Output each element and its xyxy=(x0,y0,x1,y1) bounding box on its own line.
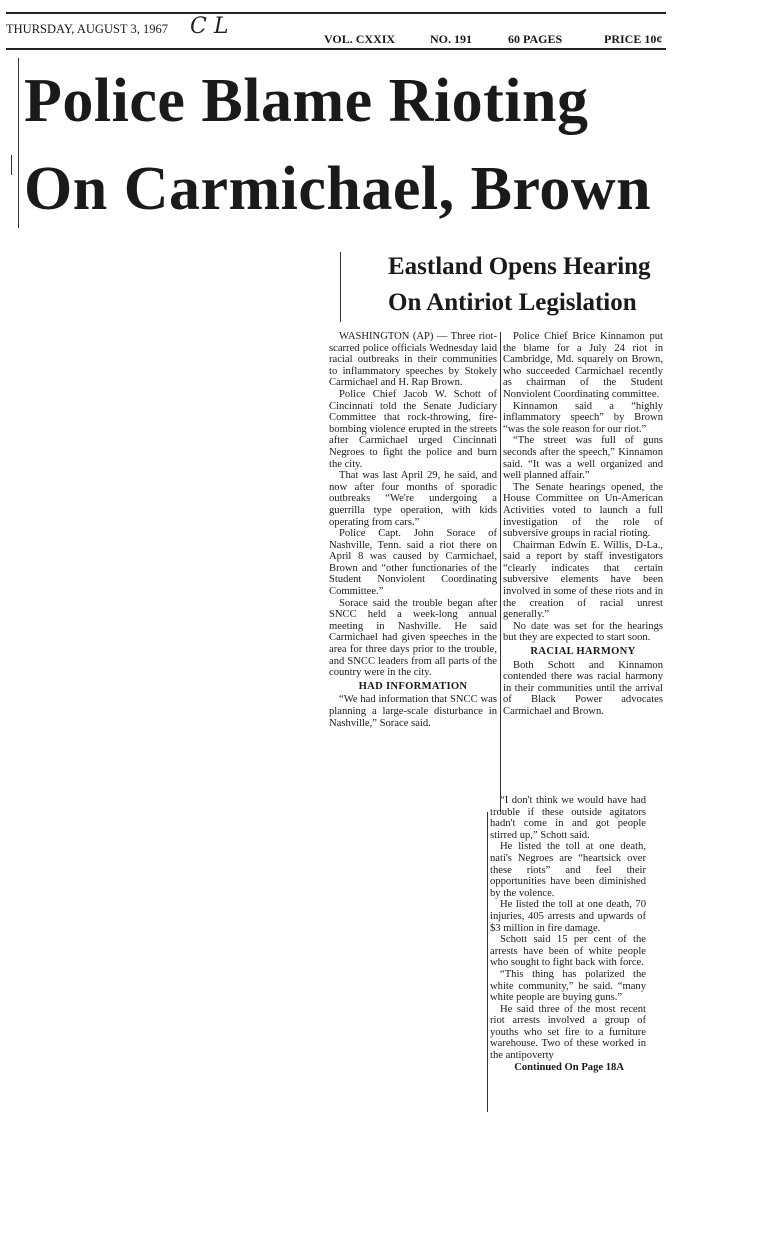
masthead-bottom-rule xyxy=(6,48,666,50)
paragraph: Kinnamon said a “highly inflammatory speech” by Brown “was the sole reason for our riot.” xyxy=(503,400,663,435)
headline-line-1: Police Blame Rioting xyxy=(24,67,589,135)
subhead-line-2: On Antiriot Legislation xyxy=(388,289,637,316)
section-subhead: RACIAL HARMONY xyxy=(530,646,636,658)
paragraph: “The street was full of guns seconds after the speech,” Kinnamon said. “It was a well organized and well planned affair.” xyxy=(503,435,663,482)
headline-line-2: On Carmichael, Brown xyxy=(24,155,652,223)
handwritten-initials: C L xyxy=(190,14,229,39)
article-left-column xyxy=(329,331,497,729)
margin-mark xyxy=(18,58,19,228)
article-continuation-column xyxy=(490,795,646,1073)
paragraph: He listed the toll at one death, 70 injuries, 405 arrests and upwards of $3 million in fire damage. xyxy=(490,899,646,934)
masthead-price: PRICE 10¢ xyxy=(604,32,663,46)
paragraph: Chairman Edwin E. Willis, D-La., said a report by staff investigators “clearly indicates that certain subversive elements have been involved in some of these riots and in the creation of racial unrest generally.” xyxy=(503,539,663,621)
paragraph: No date was set for the hearings but they are expected to start soon. xyxy=(503,620,663,644)
paragraph: “We had information that SNCC was planning a large-scale disturbance in Nashville,” Sorace said. xyxy=(329,694,497,729)
paragraph: That was last April 29, he said, and now after four months of sporadic outbreaks “We're undergoing a guerrilla type operation, with kids operating from cars.” xyxy=(329,470,497,528)
paragraph: Police Chief Brice Kinnamon put the blame for a July 24 riot in Cambridge, Md. squarely on Brown, who succeeded Carmichael recently as chairman of the Student Nonviolent Coordinating committee. xyxy=(503,331,663,400)
subhead-left-rule xyxy=(340,252,341,322)
masthead-volume: VOL. CXXIX xyxy=(324,32,396,46)
section-subhead: HAD INFORMATION xyxy=(358,680,468,692)
paragraph: Both Schott and Kinnamon contended there was racial harmony in their communities until the arrival of Black Power advocates Carmichael and Brown. xyxy=(503,659,663,717)
paragraph: The Senate hearings opened, the House Committee on Un-American Activities voted to launch a full investigation of the role of subversive groups in racial rioting. xyxy=(503,481,663,540)
column-divider xyxy=(500,332,501,812)
article-right-column xyxy=(503,331,663,718)
paragraph: Sorace said the trouble began after SNCC held a week-long annual meeting in Nashville. He said Carmichael had given speeches in the area for three days prior to the trouble, and SNCC leaders from all parts of the country were in the city. xyxy=(329,597,497,679)
paragraph: Police Capt. John Sorace of Nashville, Tenn. said a riot there on April 8 was caused by Carmichael, Brown and “other functionaries of the Student Nonviolent Coordinating Committee.” xyxy=(329,528,497,598)
paragraph: “This thing has polarized the white community,” he said. “many white people are buying guns.” xyxy=(490,968,646,1004)
continued-line: Continued On Page 18A xyxy=(514,1061,624,1073)
masthead-date: THURSDAY, AUGUST 3, 1967 xyxy=(6,22,168,36)
margin-mark xyxy=(11,155,12,175)
masthead-number: NO. 191 xyxy=(430,32,472,46)
paragraph: He said three of the most recent riot arrests involved a group of youths who set fire to a furniture warehouse. Two of these worked in the antipoverty xyxy=(490,1003,646,1062)
paragraph: Police Chief Jacob W. Schott of Cincinnati told the Senate Judiciary Committee that rock-throwing, fire-bombing violence erupted in the streets after Carmichael urged Cincinnati Negroes to fight the police and burn the city. xyxy=(329,388,497,470)
paragraph: “I don't think we would have had trouble if these outside agitators hadn't come in and got people stirred up,” Schott said. xyxy=(490,795,646,841)
masthead-pages: 60 PAGES xyxy=(508,32,563,46)
paragraph: He listed the toll at one death, nati's Negroes are “heartsick over these riots” and feel their opportunities have been diminished by the volence. xyxy=(490,841,646,899)
subhead-line-1: Eastland Opens Hearing xyxy=(388,253,651,280)
paragraph: WASHINGTON (AP) — Three riot-scarred police officials Wednesday laid racial outbreaks in their communities to inflammatory speeches by Stokely Carmichael and H. Rap Brown. xyxy=(329,331,497,389)
masthead-top-rule xyxy=(6,12,666,14)
paragraph: Schott said 15 per cent of the arrests have been of white people who sought to fight back with force. xyxy=(490,934,646,969)
column-divider xyxy=(487,812,488,1112)
